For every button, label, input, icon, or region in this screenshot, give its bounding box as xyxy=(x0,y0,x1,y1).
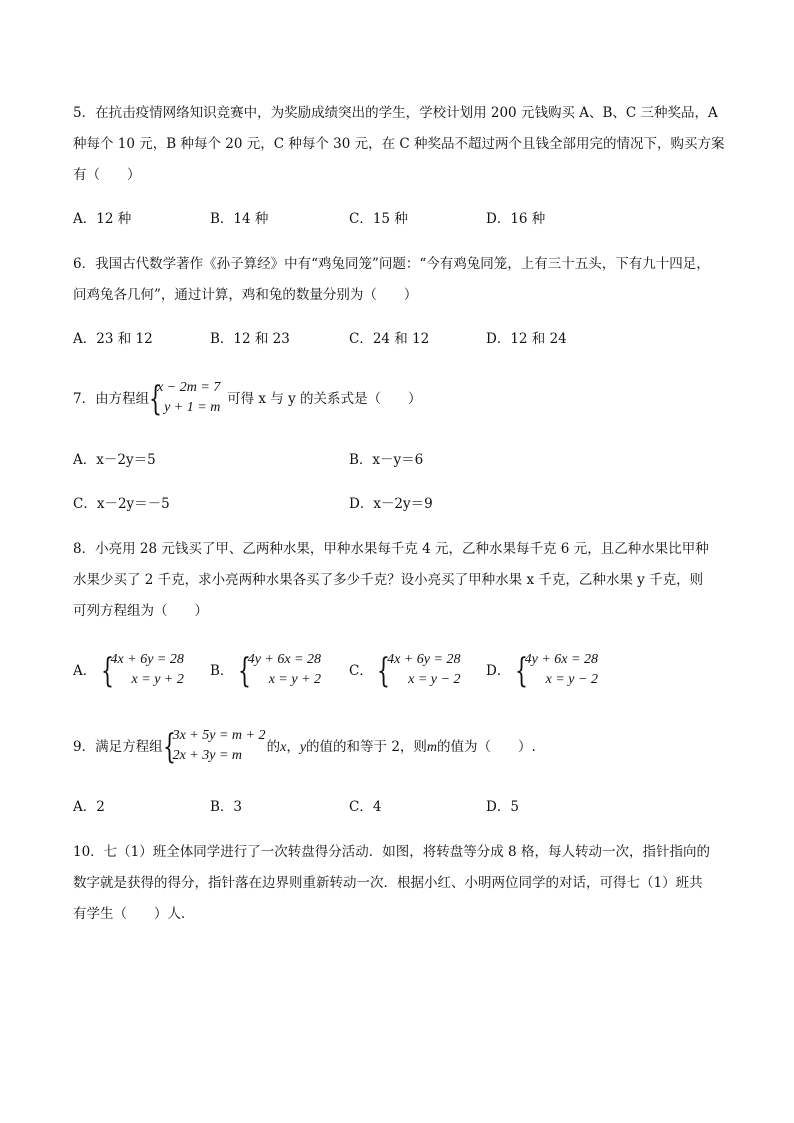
q9-equation-system xyxy=(162,726,267,767)
q6-line-2: 问鸡兔各几何”，通过计算，鸡和兔的数量分别为（ ） xyxy=(73,287,418,303)
q7-equations xyxy=(157,378,220,418)
q6-line-1: 6．我国古代数学著作《孙子算经》中有“鸡兔同笼”问题：“今有鸡兔同笼，上有三十五头，下有九十四足， xyxy=(73,256,710,272)
q8-option-c-equations xyxy=(387,650,460,690)
q8-option-d-system xyxy=(514,650,605,691)
q8-option-d xyxy=(486,650,605,691)
q10-line-3: 有学生（ ）人． xyxy=(73,906,195,922)
q8-option-c-system xyxy=(377,650,467,691)
q8-line-2: 水果少买了 2 千克，求小亮两种水果各买了多少千克？设小亮买了甲种水果 x 千克，乙种水果 y 千克，则 xyxy=(73,572,704,588)
q8-option-a xyxy=(73,650,191,691)
q9-suffix: 的值为（ ）. xyxy=(437,739,536,755)
q10-line-2: 数字就是获得的得分，指针落在边界则重新转动一次．根据小红、小明两位同学的对话，可得七（1）班共 xyxy=(73,875,703,891)
q8-option-b-eq-2: x = y + 2 xyxy=(268,671,322,687)
q8-option-b-system xyxy=(237,650,328,691)
q8-option-d-label: D． xyxy=(486,663,511,679)
q6-option-b: B．12 和 23 xyxy=(210,331,290,347)
q8-option-a-equations xyxy=(111,650,184,690)
q7-option-d: D．x－2y＝9 xyxy=(349,496,433,512)
q8-option-c-brace: { xyxy=(377,650,391,691)
q8-option-d-eq-1: 4y + 6x = 28 xyxy=(524,651,598,667)
q7-option-a: A．x－2y＝5 xyxy=(73,452,156,468)
q8-line-1: 8．小亮用 28 元钱买了甲、乙两种水果，甲种水果每千克 4 元，乙种水果每千克 6 元，且乙种水果比甲种 xyxy=(73,541,709,557)
q5-option-d: D．16 种 xyxy=(486,211,546,227)
q6-option-a: A．23 和 12 xyxy=(73,331,153,347)
q9-prefix: 9．满足方程组 xyxy=(73,739,163,755)
q5-option-a: A．12 种 xyxy=(73,211,132,227)
q7-prefix: 7．由方程组 xyxy=(73,391,150,407)
q8-option-d-eq-2: x = y − 2 xyxy=(545,671,598,687)
q8-option-b-brace: { xyxy=(237,650,251,691)
q7-line xyxy=(73,378,422,419)
q9-option-a: A．2 xyxy=(73,799,105,815)
q8-option-a-label: A． xyxy=(73,663,97,679)
q8-line-3: 可列方程组为（ ） xyxy=(73,603,208,619)
q10-line-1: 10．七（1）班全体同学进行了一次转盘得分活动．如图，将转盘等分成 8 格，每人转动一次，指针指向的 xyxy=(73,844,710,860)
q6-option-c: C．24 和 12 xyxy=(349,331,430,347)
q8-option-c-eq-2: x = y − 2 xyxy=(408,671,461,687)
q9-line xyxy=(73,726,536,767)
q9-eq-1: 3x + 5y = m + 2 xyxy=(172,727,266,743)
q8-option-a-system xyxy=(100,650,191,691)
q7-eq-1: x − 2m = 7 xyxy=(157,379,221,395)
q9-equations xyxy=(173,726,266,766)
q8-option-b-label: B． xyxy=(210,663,234,679)
q5-option-b: B．14 种 xyxy=(210,211,269,227)
q8-option-c-label: C． xyxy=(349,663,373,679)
q9-mid-2: ， xyxy=(286,739,300,755)
q5-line-2: 种每个 10 元，B 种每个 20 元，C 种每个 30 元，在 C 种奖品不超过两个且钱全部用完的情况下，购买方案 xyxy=(73,136,725,152)
q7-option-c: C．x－2y＝－5 xyxy=(73,496,170,512)
q5-line-1: 5．在抗击疫情网络知识竞赛中，为奖励成绩突出的学生，学校计划用 200 元钱购买 A、B、C 三种奖品，A xyxy=(73,105,718,121)
q9-mid-3: 的值的和等于 2，则 xyxy=(306,739,427,755)
q7-equation-system xyxy=(149,378,227,419)
q9-mid-1: 的 xyxy=(266,739,281,755)
q7-suffix: 可得 x 与 y 的关系式是（ ） xyxy=(227,391,422,407)
q8-option-b-eq-1: 4y + 6x = 28 xyxy=(247,651,322,667)
q9-var-y: y xyxy=(299,740,307,755)
q8-option-c xyxy=(349,650,467,691)
q9-option-b: B．3 xyxy=(210,799,243,815)
q8-option-b xyxy=(210,650,328,691)
q9-var-x: x xyxy=(280,740,287,755)
q9-eq-2: 2x + 3y = m xyxy=(172,747,243,763)
q7-eq-2: y + 1 = m xyxy=(164,399,221,415)
q8-option-b-equations xyxy=(248,650,321,690)
q8-option-a-brace: { xyxy=(100,650,114,691)
q8-option-a-eq-2: x = y + 2 xyxy=(131,671,184,687)
q8-option-d-equations xyxy=(525,650,598,690)
q5-line-3: 有（ ） xyxy=(73,167,141,183)
q9-var-m: m xyxy=(426,740,438,755)
q9-option-d: D．5 xyxy=(486,799,519,815)
q8-option-d-brace: { xyxy=(514,650,528,691)
q8-option-a-eq-1: 4x + 6y = 28 xyxy=(110,651,184,667)
q6-option-d: D．12 和 24 xyxy=(486,331,567,347)
q7-option-b: B．x－y＝6 xyxy=(349,452,424,468)
q7-brace: { xyxy=(149,378,163,419)
q8-option-c-eq-1: 4x + 6y = 28 xyxy=(387,651,461,667)
q9-brace: { xyxy=(162,726,176,767)
q5-option-c: C．15 种 xyxy=(349,211,408,227)
q9-option-c: C．4 xyxy=(349,799,382,815)
